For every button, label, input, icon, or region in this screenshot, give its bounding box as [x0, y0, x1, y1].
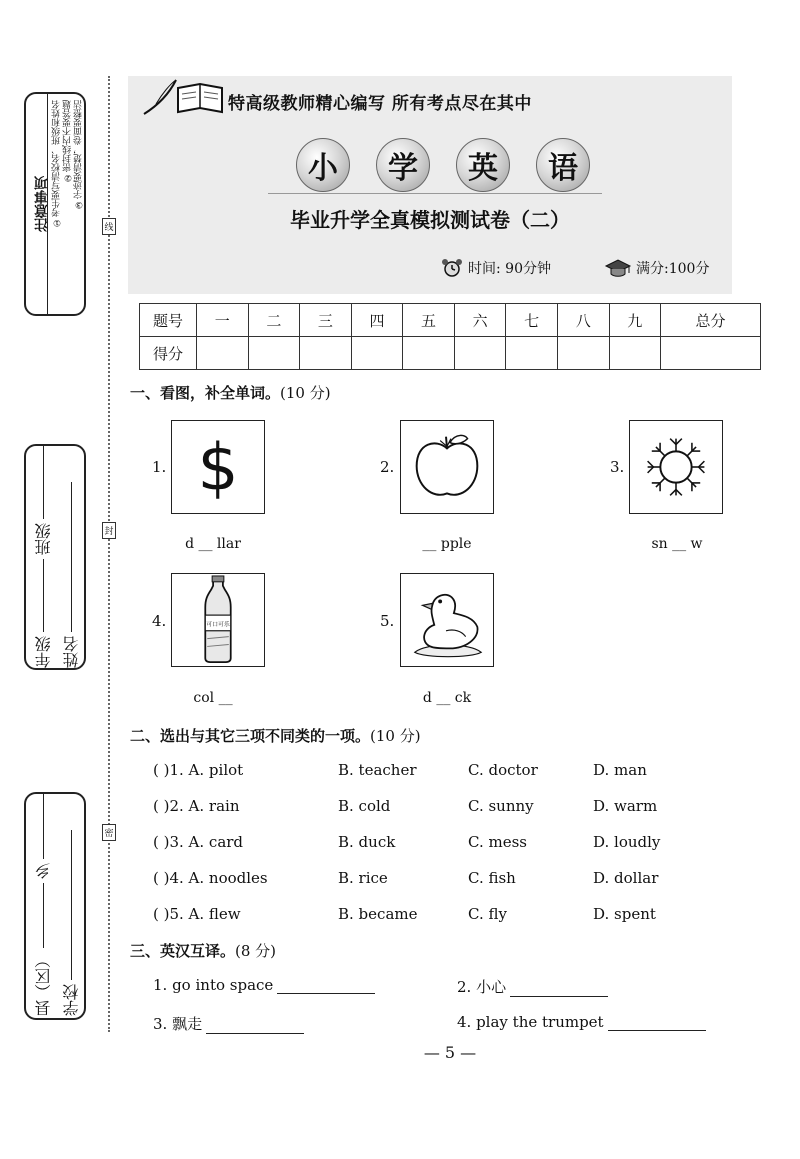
- score-cell[interactable]: [609, 337, 661, 370]
- score-cell[interactable]: [506, 337, 558, 370]
- picture-frame: [629, 420, 723, 514]
- option-b: B. teacher: [338, 761, 417, 779]
- score-info: [604, 258, 709, 278]
- seal-mark-secret: 密: [102, 824, 116, 841]
- translation-prompt: 2. 小心: [457, 978, 507, 996]
- exam-subtitle: 毕业升学全真模拟测试卷（二）: [290, 208, 570, 232]
- col-header: 八: [557, 304, 609, 337]
- word-blank: sn __ w: [651, 536, 703, 552]
- score-table-score-row: [140, 337, 761, 370]
- item-number: 2.: [380, 458, 395, 476]
- option-d: D. man: [593, 761, 647, 779]
- translation-item: [457, 1013, 706, 1031]
- item-number: 1.: [152, 458, 167, 476]
- name-label: 姓名: [62, 636, 81, 668]
- county-label: 县（区）: [34, 952, 53, 1016]
- picture-frame: [171, 420, 265, 514]
- word-blank: d __ ck: [422, 690, 472, 706]
- grade-label: 年级: [34, 636, 53, 668]
- option-c: C. doctor: [468, 761, 538, 779]
- section-2-title-text: 二、选出与其它三项不同类的一项。: [130, 727, 371, 745]
- svg-text:$: $: [197, 430, 239, 506]
- answer-line[interactable]: [206, 1019, 304, 1034]
- question-row: [0, 797, 800, 819]
- picture-frame: [400, 573, 494, 667]
- time-info: [440, 258, 551, 278]
- full-score-text: 满分:100分: [636, 261, 710, 277]
- name-blank[interactable]: [71, 482, 72, 632]
- time-text: 时间: 90分钟: [468, 261, 551, 277]
- option-b: B. cold: [338, 797, 391, 815]
- col-header: 一: [197, 304, 249, 337]
- col-header: 三: [300, 304, 352, 337]
- seal-mark-seal: 封: [102, 522, 116, 539]
- alarm-clock-icon: [440, 258, 464, 278]
- title-char-2: 学: [376, 138, 430, 192]
- title-char-4: 语: [536, 138, 590, 192]
- notes-title: 注意事项: [34, 176, 50, 232]
- translation-prompt: 4. play the trumpet: [457, 1013, 604, 1031]
- cola-bottle-icon: [172, 574, 264, 666]
- section-3-title: [130, 940, 276, 961]
- option-c: C. sunny: [468, 797, 534, 815]
- item-number: 4.: [152, 612, 167, 630]
- option-b: B. duck: [338, 833, 396, 851]
- question-stem[interactable]: ( )5. A. flew: [153, 905, 241, 923]
- section-2-points: (10 分): [370, 727, 421, 745]
- question-row: [0, 761, 800, 783]
- score-cell[interactable]: [661, 337, 761, 370]
- snowflake-icon: [630, 421, 722, 513]
- bottle-label: 可口可乐: [206, 621, 230, 628]
- title-char-1: 小: [296, 138, 350, 192]
- question-row: [0, 869, 800, 891]
- word-blank: d __ llar: [185, 536, 241, 552]
- item-number: 5.: [380, 612, 395, 630]
- option-d: D. loudly: [593, 833, 661, 851]
- col-header: 二: [248, 304, 300, 337]
- picture-frame: [400, 420, 494, 514]
- option-b: B. became: [338, 905, 418, 923]
- score-cell[interactable]: [454, 337, 506, 370]
- col-header: 总分: [661, 304, 761, 337]
- title-char-3: 英: [456, 138, 510, 192]
- grade-class-field: [32, 446, 55, 668]
- section-3-points: (8 分): [235, 942, 277, 960]
- translation-item: [457, 976, 608, 997]
- score-cell[interactable]: [403, 337, 455, 370]
- section-1-title-text: 一、看图，补全单词。: [130, 384, 281, 402]
- question-stem[interactable]: ( )4. A. noodles: [153, 869, 268, 887]
- col-header: 七: [506, 304, 558, 337]
- question-row: [0, 905, 800, 927]
- answer-line[interactable]: [608, 1016, 706, 1031]
- class-label: 班级: [34, 523, 53, 555]
- col-header: 六: [454, 304, 506, 337]
- option-c: C. fly: [468, 905, 507, 923]
- translation-item: [153, 976, 375, 994]
- score-cell[interactable]: [557, 337, 609, 370]
- apple-icon: [401, 421, 493, 513]
- section-3-title-text: 三、英汉互译。: [130, 942, 236, 960]
- note-line-1: ①考生要写清校名、班级和姓名: [52, 100, 62, 227]
- score-table: [139, 303, 761, 370]
- question-stem[interactable]: ( )1. A. pilot: [153, 761, 244, 779]
- word-blank: __ pple: [422, 536, 472, 552]
- question-stem[interactable]: ( )2. A. rain: [153, 797, 240, 815]
- question-number-label: 题号: [140, 304, 197, 337]
- name-field: [60, 446, 83, 668]
- duck-icon: [401, 574, 493, 666]
- slogan: 特高级教师精心编写 所有考点尽在其中: [228, 94, 532, 114]
- score-cell[interactable]: [351, 337, 403, 370]
- main-title: [296, 138, 590, 192]
- translation-prompt: 1. go into space: [153, 976, 274, 994]
- school-label: 学校: [62, 984, 81, 1016]
- option-b: B. rice: [338, 869, 388, 887]
- graduation-cap-icon: [604, 258, 632, 278]
- answer-line[interactable]: [510, 982, 608, 997]
- score-cell[interactable]: [300, 337, 352, 370]
- header-divider: [268, 193, 602, 194]
- question-row: [0, 833, 800, 855]
- option-d: D. spent: [593, 905, 656, 923]
- score-label: 得分: [140, 337, 197, 370]
- item-number: 3.: [610, 458, 625, 476]
- col-header: 九: [609, 304, 661, 337]
- page-number: — 5 —: [423, 1043, 477, 1062]
- class-blank[interactable]: [43, 446, 44, 519]
- option-d: D. warm: [593, 797, 658, 815]
- word-blank: col __: [193, 690, 233, 706]
- col-header: 五: [403, 304, 455, 337]
- section-1-title: [130, 382, 331, 403]
- translation-item: [153, 1013, 304, 1034]
- score-cell[interactable]: [248, 337, 300, 370]
- note-line-2: ②密封线内不要答题: [63, 100, 73, 182]
- note-line-3: ③字迹要清楚，卷面要整洁: [74, 100, 84, 209]
- answer-line[interactable]: [277, 979, 375, 994]
- score-cell[interactable]: [197, 337, 249, 370]
- option-d: D. dollar: [593, 869, 659, 887]
- section-2-title: [130, 725, 421, 746]
- notes-box: [24, 92, 86, 316]
- score-table-header-row: [140, 304, 761, 337]
- township-label: 乡: [34, 863, 53, 879]
- section-1-points: (10 分): [280, 384, 331, 402]
- grade-blank[interactable]: [43, 559, 44, 632]
- open-book-quill-icon: [140, 74, 226, 124]
- option-c: C. mess: [468, 833, 527, 851]
- translation-prompt: 3. 飘走: [153, 1015, 203, 1033]
- grade-name-box: [24, 444, 86, 670]
- option-c: C. fish: [468, 869, 516, 887]
- col-header: 四: [351, 304, 403, 337]
- question-stem[interactable]: ( )3. A. card: [153, 833, 244, 851]
- picture-frame: [171, 573, 265, 667]
- seal-mark-line: 线: [102, 218, 116, 235]
- dollar-sign-icon: [172, 421, 264, 513]
